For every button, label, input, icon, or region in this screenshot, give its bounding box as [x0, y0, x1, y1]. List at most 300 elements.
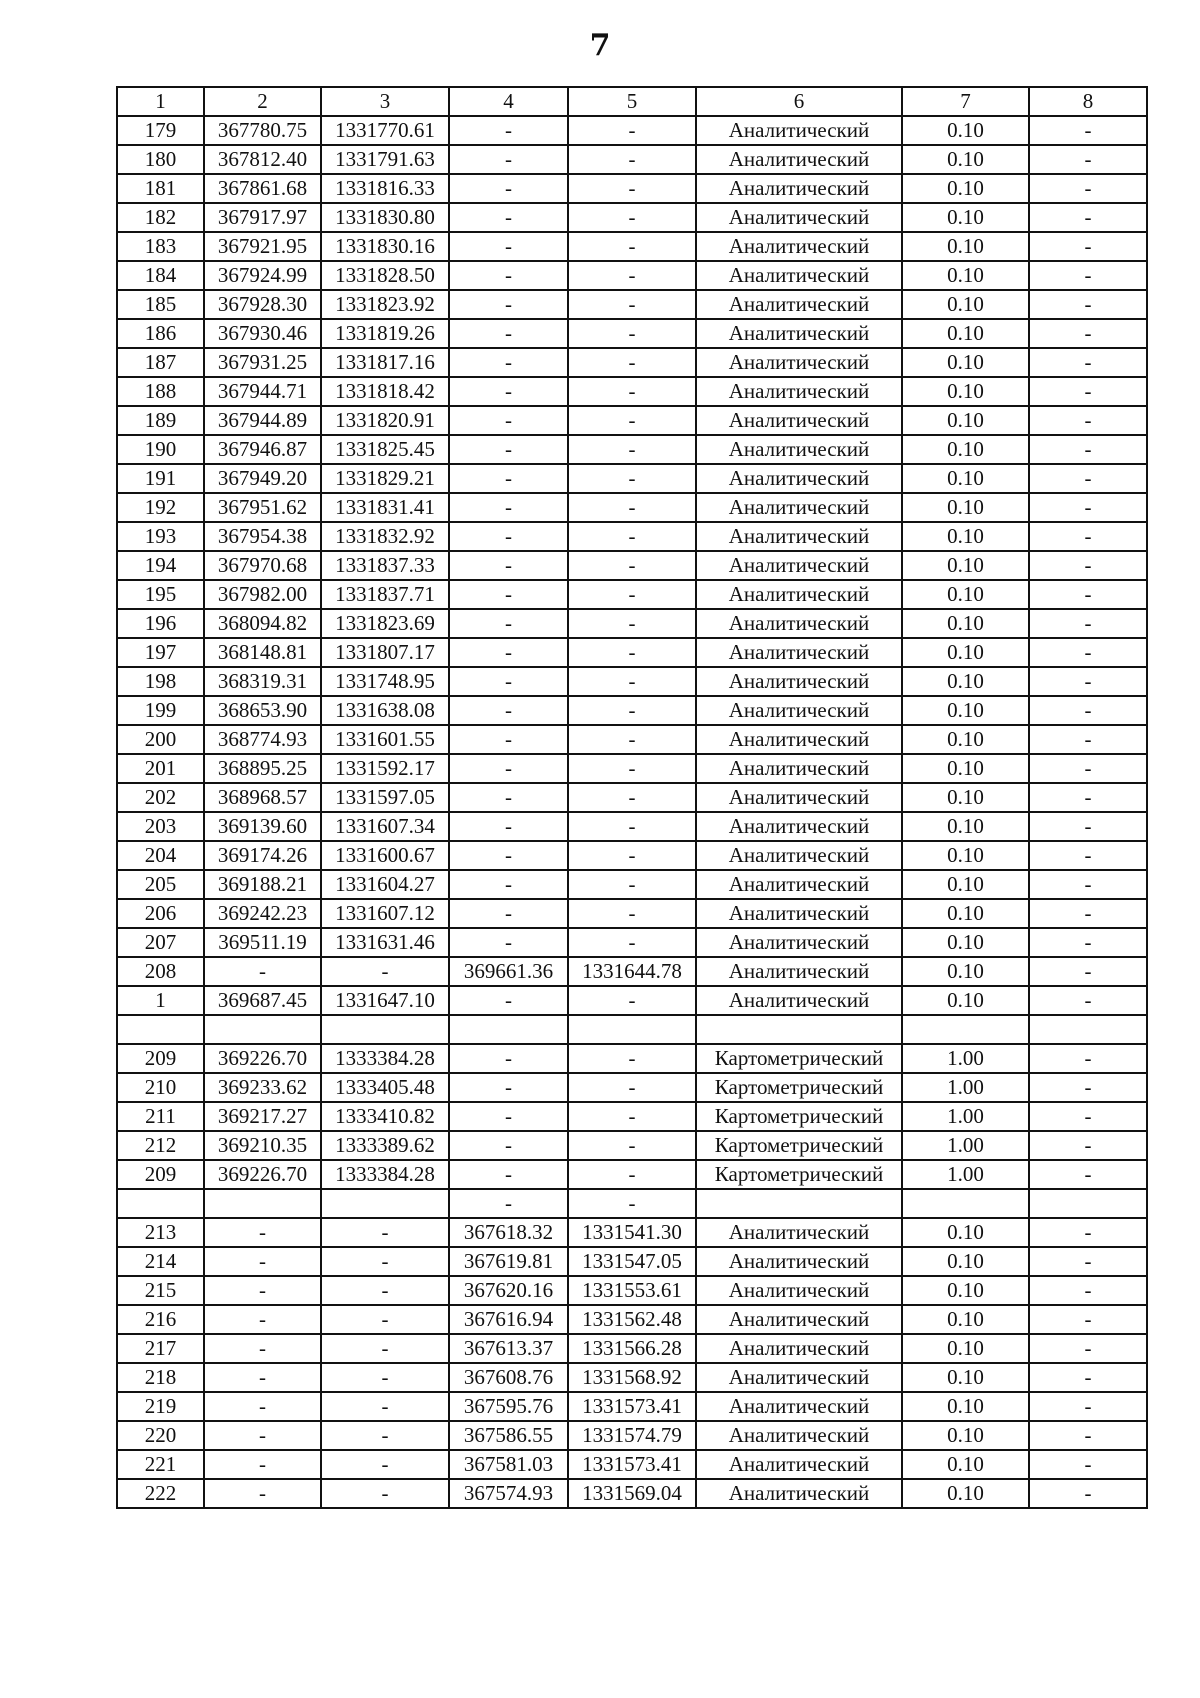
accuracy-cell: 0.10 [902, 145, 1029, 174]
column-header: 7 [902, 87, 1029, 116]
accuracy-cell: 0.10 [902, 377, 1029, 406]
table-row [117, 812, 1147, 841]
point-number-cell: 199 [117, 696, 204, 725]
y-coordinate-cell: 1331818.42 [321, 377, 449, 406]
note-cell: - [1029, 551, 1147, 580]
y-new-coordinate-cell: - [568, 522, 696, 551]
y-new-coordinate-cell: - [568, 754, 696, 783]
accuracy-cell [902, 1015, 1029, 1044]
method-cell: Аналитический [696, 1305, 902, 1334]
method-cell: Аналитический [696, 348, 902, 377]
point-number-cell: 192 [117, 493, 204, 522]
point-number-cell: 211 [117, 1102, 204, 1131]
y-new-coordinate-cell: - [568, 1189, 696, 1218]
accuracy-cell: 1.00 [902, 1131, 1029, 1160]
x-new-coordinate-cell: 367618.32 [449, 1218, 568, 1247]
y-new-coordinate-cell: - [568, 145, 696, 174]
table-body [117, 116, 1147, 1508]
x-coordinate-cell: - [204, 1450, 321, 1479]
point-number-cell: 201 [117, 754, 204, 783]
accuracy-cell: 0.10 [902, 986, 1029, 1015]
coordinates-table [116, 86, 1148, 1509]
x-coordinate-cell: 369226.70 [204, 1160, 321, 1189]
point-number-cell: 189 [117, 406, 204, 435]
point-number-cell: 184 [117, 261, 204, 290]
y-new-coordinate-cell: - [568, 319, 696, 348]
x-coordinate-cell: - [204, 1363, 321, 1392]
y-new-coordinate-cell: - [568, 783, 696, 812]
y-coordinate-cell: 1331830.16 [321, 232, 449, 261]
note-cell: - [1029, 638, 1147, 667]
x-coordinate-cell: 367780.75 [204, 116, 321, 145]
y-coordinate-cell: - [321, 1218, 449, 1247]
y-new-coordinate-cell: 1331541.30 [568, 1218, 696, 1247]
x-coordinate-cell: 367931.25 [204, 348, 321, 377]
x-coordinate-cell: 369687.45 [204, 986, 321, 1015]
y-coordinate-cell: 1331817.16 [321, 348, 449, 377]
y-coordinate-cell: 1331807.17 [321, 638, 449, 667]
note-cell: - [1029, 841, 1147, 870]
x-coordinate-cell: 368653.90 [204, 696, 321, 725]
accuracy-cell: 1.00 [902, 1160, 1029, 1189]
method-cell: Аналитический [696, 406, 902, 435]
point-number-cell: 221 [117, 1450, 204, 1479]
y-coordinate-cell: 1331600.67 [321, 841, 449, 870]
table-row [117, 1421, 1147, 1450]
point-number-cell: 182 [117, 203, 204, 232]
y-coordinate-cell: 1331597.05 [321, 783, 449, 812]
note-cell: - [1029, 145, 1147, 174]
table-row [117, 1073, 1147, 1102]
y-new-coordinate-cell: - [568, 435, 696, 464]
y-new-coordinate-cell: - [568, 725, 696, 754]
accuracy-cell: 0.10 [902, 406, 1029, 435]
y-coordinate-cell: 1331791.63 [321, 145, 449, 174]
table-row [117, 348, 1147, 377]
accuracy-cell: 0.10 [902, 580, 1029, 609]
point-number-cell: 194 [117, 551, 204, 580]
header-row [117, 87, 1147, 116]
note-cell [1029, 1189, 1147, 1218]
y-coordinate-cell: 1333405.48 [321, 1073, 449, 1102]
accuracy-cell: 0.10 [902, 1305, 1029, 1334]
method-cell: Картометрический [696, 1160, 902, 1189]
x-new-coordinate-cell: 367581.03 [449, 1450, 568, 1479]
y-coordinate-cell: 1333389.62 [321, 1131, 449, 1160]
table-row [117, 1189, 1147, 1218]
x-new-coordinate-cell: - [449, 522, 568, 551]
x-new-coordinate-cell: - [449, 1044, 568, 1073]
accuracy-cell: 0.10 [902, 609, 1029, 638]
method-cell: Аналитический [696, 522, 902, 551]
table-row [117, 1305, 1147, 1334]
accuracy-cell: 0.10 [902, 1392, 1029, 1421]
x-new-coordinate-cell: - [449, 174, 568, 203]
y-coordinate-cell: 1333384.28 [321, 1044, 449, 1073]
x-new-coordinate-cell: - [449, 870, 568, 899]
table-row [117, 406, 1147, 435]
y-new-coordinate-cell: - [568, 116, 696, 145]
accuracy-cell: 0.10 [902, 348, 1029, 377]
point-number-cell: 186 [117, 319, 204, 348]
table-header [117, 87, 1147, 116]
accuracy-cell: 0.10 [902, 783, 1029, 812]
x-coordinate-cell: 368895.25 [204, 754, 321, 783]
method-cell: Аналитический [696, 290, 902, 319]
y-new-coordinate-cell: - [568, 290, 696, 319]
y-coordinate-cell: - [321, 1450, 449, 1479]
x-coordinate-cell: 367861.68 [204, 174, 321, 203]
method-cell: Аналитический [696, 203, 902, 232]
point-number-cell: 197 [117, 638, 204, 667]
accuracy-cell: 0.10 [902, 174, 1029, 203]
table-row [117, 841, 1147, 870]
column-header: 1 [117, 87, 204, 116]
x-new-coordinate-cell: 367620.16 [449, 1276, 568, 1305]
y-new-coordinate-cell: - [568, 667, 696, 696]
note-cell: - [1029, 899, 1147, 928]
accuracy-cell: 0.10 [902, 1363, 1029, 1392]
y-coordinate-cell: 1331770.61 [321, 116, 449, 145]
accuracy-cell: 0.10 [902, 957, 1029, 986]
method-cell: Аналитический [696, 1334, 902, 1363]
note-cell: - [1029, 290, 1147, 319]
method-cell: Аналитический [696, 232, 902, 261]
method-cell: Аналитический [696, 986, 902, 1015]
note-cell: - [1029, 1392, 1147, 1421]
table-row [117, 1102, 1147, 1131]
x-new-coordinate-cell: - [449, 696, 568, 725]
note-cell: - [1029, 1276, 1147, 1305]
table-row [117, 522, 1147, 551]
y-coordinate-cell: 1331816.33 [321, 174, 449, 203]
accuracy-cell: 0.10 [902, 1276, 1029, 1305]
y-coordinate-cell: 1331638.08 [321, 696, 449, 725]
y-new-coordinate-cell: - [568, 1102, 696, 1131]
table-row [117, 696, 1147, 725]
y-coordinate-cell: 1331820.91 [321, 406, 449, 435]
method-cell: Аналитический [696, 696, 902, 725]
method-cell: Аналитический [696, 609, 902, 638]
x-coordinate-cell: - [204, 1479, 321, 1508]
y-coordinate-cell: 1331604.27 [321, 870, 449, 899]
note-cell: - [1029, 667, 1147, 696]
x-new-coordinate-cell: - [449, 812, 568, 841]
x-coordinate-cell: - [204, 1276, 321, 1305]
point-number-cell: 213 [117, 1218, 204, 1247]
x-coordinate-cell: - [204, 1334, 321, 1363]
note-cell: - [1029, 1102, 1147, 1131]
accuracy-cell: 0.10 [902, 232, 1029, 261]
table-row [117, 754, 1147, 783]
y-new-coordinate-cell [568, 1015, 696, 1044]
x-new-coordinate-cell: 367574.93 [449, 1479, 568, 1508]
column-header: 4 [449, 87, 568, 116]
method-cell: Картометрический [696, 1102, 902, 1131]
x-new-coordinate-cell: - [449, 783, 568, 812]
accuracy-cell: 0.10 [902, 1479, 1029, 1508]
table-row [117, 986, 1147, 1015]
method-cell: Картометрический [696, 1073, 902, 1102]
accuracy-cell: 0.10 [902, 290, 1029, 319]
y-coordinate-cell: - [321, 1479, 449, 1508]
note-cell: - [1029, 203, 1147, 232]
x-coordinate-cell: 367982.00 [204, 580, 321, 609]
x-new-coordinate-cell: - [449, 348, 568, 377]
method-cell: Аналитический [696, 870, 902, 899]
note-cell: - [1029, 319, 1147, 348]
note-cell [1029, 1015, 1147, 1044]
table-row [117, 464, 1147, 493]
x-new-coordinate-cell: - [449, 1102, 568, 1131]
x-new-coordinate-cell: - [449, 116, 568, 145]
y-coordinate-cell: 1331607.34 [321, 812, 449, 841]
y-new-coordinate-cell: 1331574.79 [568, 1421, 696, 1450]
y-coordinate-cell: 1331607.12 [321, 899, 449, 928]
point-number-cell: 218 [117, 1363, 204, 1392]
point-number-cell: 214 [117, 1247, 204, 1276]
column-header: 5 [568, 87, 696, 116]
accuracy-cell: 1.00 [902, 1073, 1029, 1102]
table-row [117, 783, 1147, 812]
point-number-cell: 204 [117, 841, 204, 870]
point-number-cell: 219 [117, 1392, 204, 1421]
method-cell: Аналитический [696, 1421, 902, 1450]
note-cell: - [1029, 1305, 1147, 1334]
note-cell: - [1029, 580, 1147, 609]
x-coordinate-cell: 367930.46 [204, 319, 321, 348]
note-cell: - [1029, 1218, 1147, 1247]
x-coordinate-cell: 367921.95 [204, 232, 321, 261]
x-new-coordinate-cell: - [449, 319, 568, 348]
method-cell: Аналитический [696, 145, 902, 174]
x-coordinate-cell [204, 1015, 321, 1044]
accuracy-cell: 0.10 [902, 928, 1029, 957]
table-row [117, 1276, 1147, 1305]
table-row [117, 1160, 1147, 1189]
point-number-cell: 198 [117, 667, 204, 696]
point-number-cell: 180 [117, 145, 204, 174]
y-coordinate-cell: 1331837.33 [321, 551, 449, 580]
x-coordinate-cell: 367970.68 [204, 551, 321, 580]
y-coordinate-cell: 1331831.41 [321, 493, 449, 522]
point-number-cell: 210 [117, 1073, 204, 1102]
x-coordinate-cell: 367928.30 [204, 290, 321, 319]
method-cell: Аналитический [696, 319, 902, 348]
x-coordinate-cell: 369174.26 [204, 841, 321, 870]
x-coordinate-cell: - [204, 1218, 321, 1247]
table-row [117, 319, 1147, 348]
point-number-cell: 209 [117, 1160, 204, 1189]
method-cell: Аналитический [696, 116, 902, 145]
x-new-coordinate-cell: - [449, 551, 568, 580]
x-new-coordinate-cell: - [449, 435, 568, 464]
x-new-coordinate-cell: - [449, 145, 568, 174]
table-row [117, 1247, 1147, 1276]
table-row [117, 580, 1147, 609]
x-new-coordinate-cell: - [449, 609, 568, 638]
note-cell: - [1029, 725, 1147, 754]
y-new-coordinate-cell: 1331568.92 [568, 1363, 696, 1392]
y-new-coordinate-cell: - [568, 986, 696, 1015]
point-number-cell: 185 [117, 290, 204, 319]
x-new-coordinate-cell: - [449, 1073, 568, 1102]
y-new-coordinate-cell: 1331569.04 [568, 1479, 696, 1508]
accuracy-cell [902, 1189, 1029, 1218]
method-cell: Аналитический [696, 1392, 902, 1421]
table-row [117, 435, 1147, 464]
y-coordinate-cell: 1331823.92 [321, 290, 449, 319]
note-cell: - [1029, 174, 1147, 203]
note-cell: - [1029, 1334, 1147, 1363]
table-row [117, 116, 1147, 145]
y-new-coordinate-cell: - [568, 406, 696, 435]
accuracy-cell: 0.10 [902, 522, 1029, 551]
x-new-coordinate-cell: - [449, 1160, 568, 1189]
x-new-coordinate-cell: - [449, 667, 568, 696]
accuracy-cell: 0.10 [902, 1334, 1029, 1363]
table-row [117, 1015, 1147, 1044]
note-cell: - [1029, 1073, 1147, 1102]
y-coordinate-cell: 1331829.21 [321, 464, 449, 493]
table-row [117, 1044, 1147, 1073]
table-row [117, 870, 1147, 899]
point-number-cell: 191 [117, 464, 204, 493]
note-cell: - [1029, 928, 1147, 957]
note-cell: - [1029, 1363, 1147, 1392]
y-new-coordinate-cell: - [568, 609, 696, 638]
y-coordinate-cell: 1331837.71 [321, 580, 449, 609]
note-cell: - [1029, 493, 1147, 522]
note-cell: - [1029, 464, 1147, 493]
method-cell: Аналитический [696, 725, 902, 754]
y-coordinate-cell: - [321, 957, 449, 986]
point-number-cell: 222 [117, 1479, 204, 1508]
x-coordinate-cell: - [204, 1421, 321, 1450]
note-cell: - [1029, 986, 1147, 1015]
y-new-coordinate-cell: - [568, 841, 696, 870]
accuracy-cell: 0.10 [902, 899, 1029, 928]
x-new-coordinate-cell: - [449, 406, 568, 435]
method-cell: Аналитический [696, 580, 902, 609]
y-new-coordinate-cell: - [568, 1044, 696, 1073]
note-cell: - [1029, 812, 1147, 841]
note-cell: - [1029, 232, 1147, 261]
y-new-coordinate-cell: - [568, 551, 696, 580]
point-number-cell [117, 1015, 204, 1044]
y-coordinate-cell: - [321, 1305, 449, 1334]
table-row [117, 667, 1147, 696]
y-coordinate-cell: 1333384.28 [321, 1160, 449, 1189]
x-new-coordinate-cell: - [449, 1189, 568, 1218]
method-cell: Аналитический [696, 1218, 902, 1247]
y-new-coordinate-cell: - [568, 203, 696, 232]
x-new-coordinate-cell: - [449, 986, 568, 1015]
y-new-coordinate-cell: - [568, 1131, 696, 1160]
accuracy-cell: 0.10 [902, 493, 1029, 522]
y-coordinate-cell: 1331592.17 [321, 754, 449, 783]
y-new-coordinate-cell: 1331553.61 [568, 1276, 696, 1305]
x-new-coordinate-cell: - [449, 754, 568, 783]
y-new-coordinate-cell: - [568, 493, 696, 522]
accuracy-cell: 1.00 [902, 1102, 1029, 1131]
table-row [117, 290, 1147, 319]
note-cell: - [1029, 435, 1147, 464]
y-new-coordinate-cell: - [568, 812, 696, 841]
x-new-coordinate-cell: 367595.76 [449, 1392, 568, 1421]
y-coordinate-cell [321, 1015, 449, 1044]
note-cell: - [1029, 957, 1147, 986]
y-coordinate-cell: 1331819.26 [321, 319, 449, 348]
method-cell: Аналитический [696, 928, 902, 957]
x-coordinate-cell: 369511.19 [204, 928, 321, 957]
method-cell: Аналитический [696, 377, 902, 406]
accuracy-cell: 0.10 [902, 812, 1029, 841]
y-coordinate-cell: - [321, 1247, 449, 1276]
x-new-coordinate-cell: - [449, 232, 568, 261]
point-number-cell: 187 [117, 348, 204, 377]
point-number-cell: 196 [117, 609, 204, 638]
method-cell: Аналитический [696, 174, 902, 203]
y-new-coordinate-cell: - [568, 638, 696, 667]
table-row [117, 1334, 1147, 1363]
method-cell: Аналитический [696, 435, 902, 464]
y-new-coordinate-cell: 1331644.78 [568, 957, 696, 986]
note-cell: - [1029, 696, 1147, 725]
table-row [117, 725, 1147, 754]
y-new-coordinate-cell: - [568, 377, 696, 406]
x-new-coordinate-cell: - [449, 638, 568, 667]
note-cell: - [1029, 1421, 1147, 1450]
table-row [117, 1392, 1147, 1421]
x-new-coordinate-cell: - [449, 377, 568, 406]
x-coordinate-cell: 369139.60 [204, 812, 321, 841]
x-coordinate-cell: 367949.20 [204, 464, 321, 493]
accuracy-cell: 0.10 [902, 638, 1029, 667]
accuracy-cell: 0.10 [902, 754, 1029, 783]
method-cell: Аналитический [696, 899, 902, 928]
point-number-cell: 202 [117, 783, 204, 812]
y-coordinate-cell: 1331631.46 [321, 928, 449, 957]
point-number-cell: 212 [117, 1131, 204, 1160]
point-number-cell: 208 [117, 957, 204, 986]
method-cell: Аналитический [696, 812, 902, 841]
x-coordinate-cell: 369242.23 [204, 899, 321, 928]
y-coordinate-cell: - [321, 1363, 449, 1392]
x-coordinate-cell: - [204, 1305, 321, 1334]
x-new-coordinate-cell: - [449, 464, 568, 493]
y-new-coordinate-cell: 1331562.48 [568, 1305, 696, 1334]
note-cell: - [1029, 783, 1147, 812]
accuracy-cell: 0.10 [902, 725, 1029, 754]
x-coordinate-cell: 369188.21 [204, 870, 321, 899]
note-cell: - [1029, 609, 1147, 638]
page-number: 7 [589, 28, 611, 63]
x-new-coordinate-cell: - [449, 928, 568, 957]
x-new-coordinate-cell [449, 1015, 568, 1044]
table-row [117, 174, 1147, 203]
point-number-cell: 188 [117, 377, 204, 406]
note-cell: - [1029, 1479, 1147, 1508]
method-cell [696, 1015, 902, 1044]
accuracy-cell: 0.10 [902, 1218, 1029, 1247]
table-row [117, 145, 1147, 174]
y-new-coordinate-cell: - [568, 464, 696, 493]
y-new-coordinate-cell: - [568, 1073, 696, 1102]
method-cell: Картометрический [696, 1131, 902, 1160]
x-coordinate-cell: - [204, 1247, 321, 1276]
method-cell: Аналитический [696, 464, 902, 493]
